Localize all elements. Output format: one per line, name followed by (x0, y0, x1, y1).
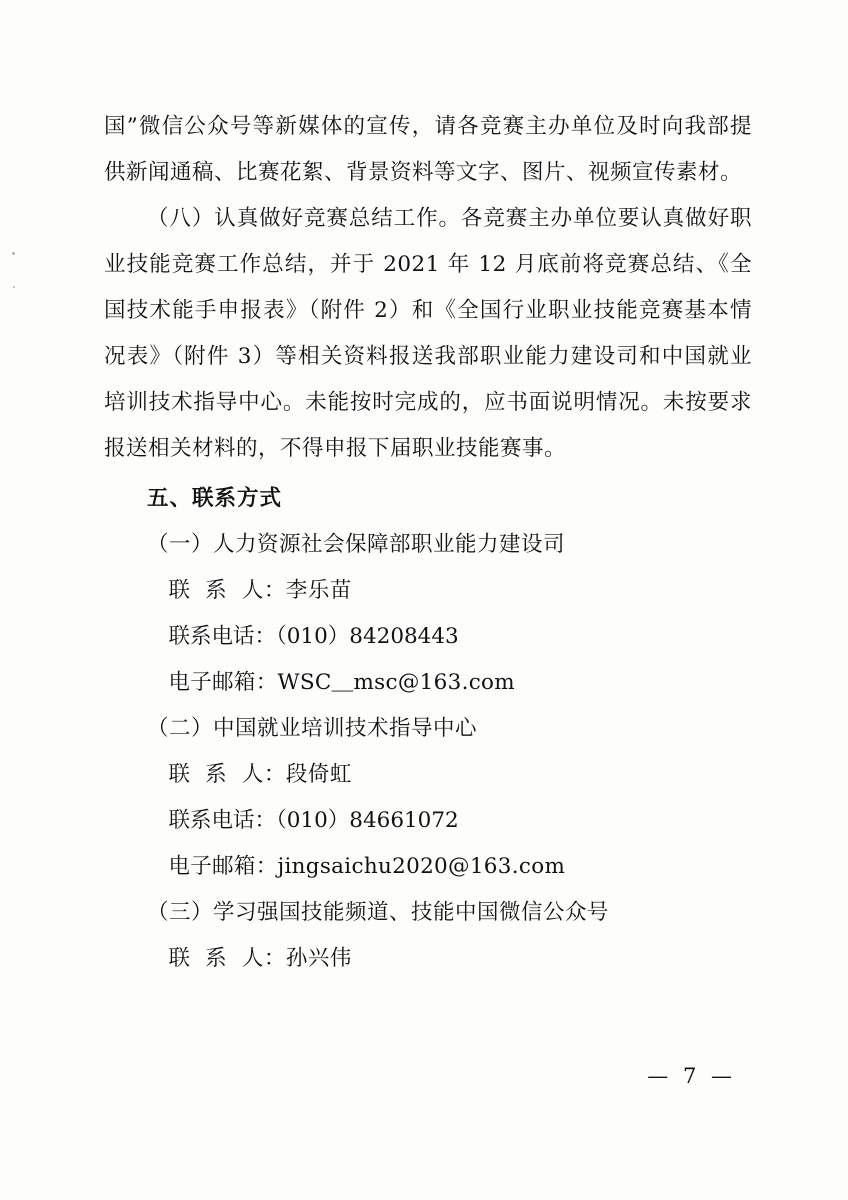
paragraph-item-eight: （八）认真做好竞赛总结工作。各竞赛主办单位要认真做好职业技能竞赛工作总结，并于 2021 年 12 月底前将竞赛总结、《全国技术能手申报表》（附件 2）和《全国行业职业技能竞赛基本情况表》（附件 3）等相关资料报送我部职业能力建设司和中国就业培训技术指导中心。未能按时完成的，应书面说明情况。未按要求报送相关材料的，不得申报下届职业技能赛事。 (104, 206, 752, 461)
contact-person-line: 联 系 人：孙兴伟 (168, 946, 352, 971)
scan-speck-icon (13, 286, 15, 288)
contact-block-2 (104, 706, 752, 890)
contact-person-line: 联 系 人：李乐苗 (168, 578, 352, 603)
contact-phone-line: 联系电话：（010）84208443 (168, 624, 459, 649)
contact-block-3 (104, 890, 752, 982)
page-number: — 7 — (647, 1064, 736, 1088)
scan-speck-icon (12, 252, 15, 255)
contact-org-label: （一）人力资源社会保障部职业能力建设司 (147, 532, 566, 557)
section-heading-contact: 五、联系方式 (147, 486, 283, 511)
document-body (104, 104, 752, 982)
contact-person-line: 联 系 人：段倚虹 (168, 762, 352, 787)
contact-email-line: 电子邮箱：WSC＿msc@163.com (168, 670, 515, 695)
paragraph-media-publicity: 国”微信公众号等新媒体的宣传，请各竞赛主办单位及时向我部提供新闻通稿、比赛花絮、背景资料等文字、图片、视频宣传素材。 (104, 114, 752, 185)
contact-org-label: （三）学习强国技能频道、技能中国微信公众号 (147, 900, 610, 925)
contact-block-1 (104, 522, 752, 706)
contact-org-label: （二）中国就业培训技术指导中心 (147, 716, 478, 741)
contact-phone-line: 联系电话：（010）84661072 (168, 808, 459, 833)
contact-email-line: 电子邮箱：jingsaichu2020@163.com (168, 854, 566, 879)
